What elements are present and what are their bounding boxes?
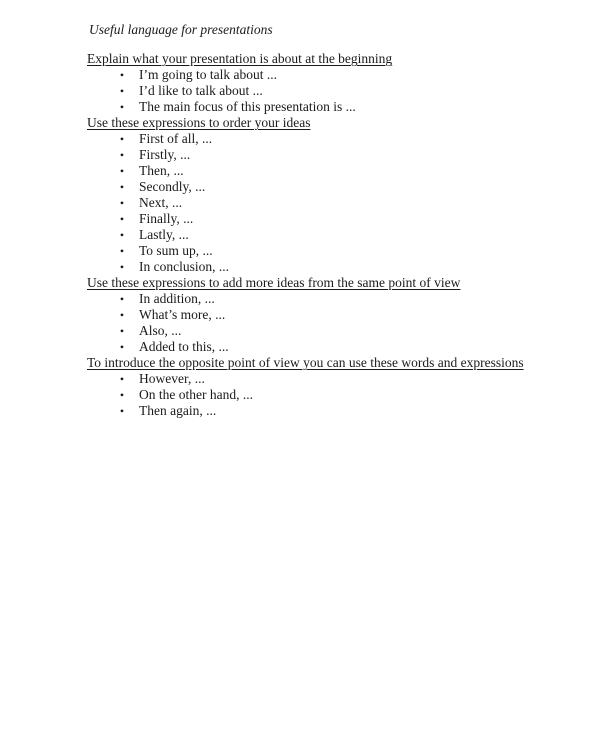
list-item	[0, 195, 600, 211]
bullet-icon: •	[119, 164, 125, 178]
list-item	[0, 211, 600, 227]
bullet-list	[0, 131, 600, 275]
bullet-icon: •	[119, 292, 125, 306]
bullet-list	[0, 371, 600, 419]
list-item-text: However, ...	[139, 371, 205, 386]
list-item	[0, 291, 600, 307]
bullet-icon: •	[119, 324, 125, 338]
list-item	[0, 163, 600, 179]
list-item-text: Lastly, ...	[139, 227, 189, 242]
list-item	[0, 147, 600, 163]
list-item	[0, 307, 600, 323]
bullet-icon: •	[119, 84, 125, 98]
section-intro	[0, 51, 600, 115]
list-item-text: On the other hand, ...	[139, 387, 253, 402]
list-item-text: Then again, ...	[139, 403, 217, 418]
bullet-list	[0, 67, 600, 115]
list-item-text: In conclusion, ...	[139, 259, 229, 274]
list-item	[0, 371, 600, 387]
section-heading: Explain what your presentation is about at the beginning	[87, 51, 393, 66]
list-item	[0, 259, 600, 275]
list-item-text: Added to this, ...	[139, 339, 229, 354]
list-item-text: I’d like to talk about ...	[139, 83, 263, 98]
section-heading: Use these expressions to order your ideas	[87, 115, 311, 130]
list-item	[0, 131, 600, 147]
bullet-icon: •	[119, 228, 125, 242]
bullet-icon: •	[119, 404, 125, 418]
section-heading: Use these expressions to add more ideas from the same point of view	[87, 275, 461, 290]
list-item	[0, 403, 600, 419]
bullet-icon: •	[119, 212, 125, 226]
list-item	[0, 67, 600, 83]
list-item-text: Also, ...	[139, 323, 182, 338]
bullet-icon: •	[119, 388, 125, 402]
document-content	[0, 51, 600, 419]
bullet-icon: •	[119, 148, 125, 162]
list-item-text: Next, ...	[139, 195, 183, 210]
list-item	[0, 227, 600, 243]
list-item	[0, 99, 600, 115]
document-title: Useful language for presentations	[89, 22, 273, 37]
bullet-icon: •	[119, 244, 125, 258]
bullet-icon: •	[119, 132, 125, 146]
list-item	[0, 339, 600, 355]
list-item	[0, 387, 600, 403]
list-item-text: First of all, ...	[139, 131, 213, 146]
bullet-icon: •	[119, 196, 125, 210]
bullet-list	[0, 291, 600, 355]
list-item-text: Then, ...	[139, 163, 184, 178]
section-add-ideas	[0, 275, 600, 355]
bullet-icon: •	[119, 180, 125, 194]
bullet-icon: •	[119, 100, 125, 114]
list-item-text: What’s more, ...	[139, 307, 226, 322]
list-item-text: In addition, ...	[139, 291, 215, 306]
list-item	[0, 243, 600, 259]
list-item-text: The main focus of this presentation is ...	[139, 99, 356, 114]
list-item-text: To sum up, ...	[139, 243, 213, 258]
list-item	[0, 83, 600, 99]
list-item-text: Secondly, ...	[139, 179, 206, 194]
list-item-text: Finally, ...	[139, 211, 194, 226]
list-item-text: I’m going to talk about ...	[139, 67, 277, 82]
bullet-icon: •	[119, 260, 125, 274]
list-item-text: Firstly, ...	[139, 147, 191, 162]
bullet-icon: •	[119, 308, 125, 322]
section-heading: To introduce the opposite point of view you can use these words and expressions	[87, 355, 524, 370]
bullet-icon: •	[119, 68, 125, 82]
section-opposite-view	[0, 355, 600, 419]
section-order	[0, 115, 600, 275]
list-item	[0, 179, 600, 195]
bullet-icon: •	[119, 340, 125, 354]
list-item	[0, 323, 600, 339]
bullet-icon: •	[119, 372, 125, 386]
